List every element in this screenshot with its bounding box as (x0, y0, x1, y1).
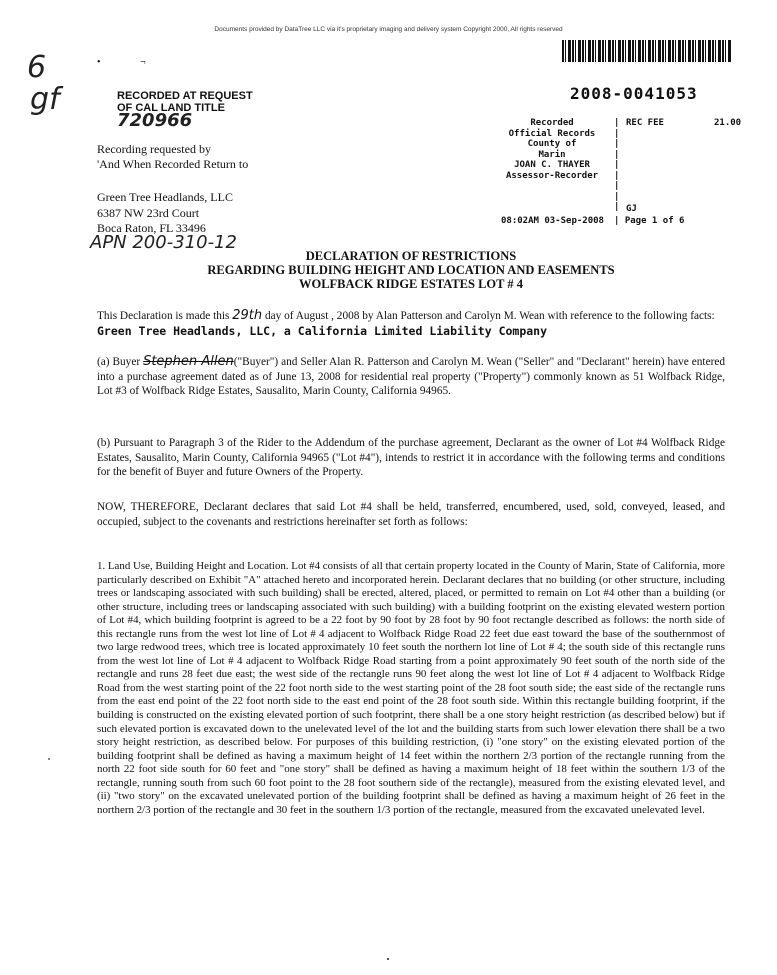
intro-after-day: day of August , 2008 by Alan Patterson and Carolyn M. Wean with reference to the following facts: (264, 310, 715, 322)
stray-dot-mark: • (97, 57, 101, 68)
provider-header-note: Documents provided by DataTree LLC via it's proprietary imaging and delivery system Copyright 2000, All rights reserved (214, 26, 563, 33)
title-line1: DECLARATION OF RESTRICTIONS (305, 249, 517, 263)
recording-requested-line2: 'And When Recorded Return to (97, 157, 249, 171)
recording-requested-line1: Recording requested by (97, 142, 211, 156)
paragraph-b: (b) Pursuant to Paragraph 3 of the Rider to the Addendum of the purchase agreement, Declarant as the owner of Lot #4 Wolfback Ridge Estates, Sausalito, Marin County, California 94965 ("Lot #4"), intends to restrict it in accordance with the following terms and conditions for the benefit of Buyer and future Owners of the Property. (97, 437, 725, 478)
official-records-stamp (496, 118, 608, 181)
rec-fee-label: REC FEE (626, 118, 664, 128)
intro-paragraph (97, 309, 725, 339)
official-line: Official Records (508, 128, 596, 139)
barcode (562, 40, 732, 62)
clerk-initials: GJ (626, 204, 637, 214)
official-line: Marin (538, 149, 566, 160)
official-line: Assessor-Recorder (505, 170, 599, 181)
stamp-divider: | | | | | | | | | (614, 118, 620, 212)
title-line2: REGARDING BUILDING HEIGHT AND LOCATION AND EASEMENTS (207, 263, 615, 277)
return-address-city: Boca Raton, FL 33496 (97, 221, 206, 235)
handwritten-day: 29th (232, 308, 263, 323)
page-indicator-text: Page 1 of 6 (624, 216, 685, 226)
recorded-timestamp: 08:02AM 03-Sep-2008 (501, 216, 604, 226)
document-number: 2008-0041053 (570, 84, 698, 103)
recording-requested-block (97, 142, 248, 172)
official-line: JOAN C. THAYER (514, 160, 590, 170)
recorded-at-request-line2: OF CAL LAND TITLE (117, 102, 225, 114)
return-address-street: 6387 NW 23rd Court (97, 205, 200, 220)
rec-fee-amount: 21.00 (714, 118, 742, 128)
declaration-titles (150, 249, 672, 291)
handwritten-initials: gf (30, 82, 60, 117)
return-address-name: Green Tree Headlands, LLC (97, 190, 233, 204)
paragraph-1-land-use: 1. Land Use, Building Height and Location. Lot #4 consists of all that certain property located in the County of Marin, State of California, more particularly described on Exhibit "A" attached hereto and incorporated herein. Declarant declares that no building (or other structure, including trees or landscaping associated with such building) shall be erected, altered, placed, or permitted to remain on Lot #4 other than a building (or other structure, including trees or landscaping associated with such building) with a building footprint on the existing elevated western portion of Lot #4, which building footprint is agreed to be a 22 foot by 90 foot by 28 foot by 90 foot rectangle described as follows: the north side of this rectangle runs from the west lot line of Lot # 4 adjacent to Wolfback Ridge Road 22 feet due east toward the base of the southernmost of two large redwood trees, which tree is located approximately 10 feet south the northern lot line of Lot # 4; the south side of this rectangle runs from the west lot line of Lot # 4 adjacent to Wolfback Ridge Road starting from a point approximately 90 feet south of the north side of the rectangle and runs 28 feet due east; the west side of the rectangle runs 90 feet along the west lot line of Lot # 4 adjacent to Wolfback Ridge Road from the west starting point of the 22 foot north side to the west starting point of the 28 foot south side; the east side of the rectangle runs from the east end point of the 22 foot north side to the east end point of the 28 foot south side. Within this rectangle building footprint, if the building is constructed on the existing elevated portion of such footprint, there shall be a one story height restriction (as described below) but if such elevated portion is excavated down to the unelevated level of the lot and the building starts from such lower elevation there shall be a two story height restriction, as described below. For purposes of this building restriction, (i) "one story" on the existing elevated portion of the building footprint shall be defined as having a maximum height of 14 feet within the northern 2/3 portion of the rectangle running from the north 22 foot side south for 60 feet and "one story" shall be defined as having a maximum height of 18 feet within the southern 1/3 of the rectangle, running south from such 60 foot point to the 28 foot southern side of the rectangle), measured from the existing elevated level, and (ii) "two story" on the excavated unelevated portion of the building footprint shall be defined as having a maximum height of 26 feet in the northern 2/3 portion of the rectangle and 30 feet in the southern 1/3 portion of the rectangle, measured from the excavated unelevated level. (97, 560, 725, 816)
title-line3: WOLFBACK RIDGE ESTATES LOT # 4 (298, 277, 523, 291)
return-address-block (97, 190, 233, 237)
handwritten-apn: APN 200-310-12 (90, 232, 237, 253)
official-line: County of (527, 139, 577, 149)
paragraph-a (97, 355, 725, 399)
page-indicator: | Page 1 of 6 (614, 216, 685, 226)
recorded-at-request-block (117, 90, 257, 131)
typed-buyer-insert: Green Tree Headlands, LLC, a California Limited Liability Company (97, 323, 548, 338)
scan-speck (48, 758, 50, 760)
scan-speck (387, 958, 389, 960)
official-line: Recorded (530, 118, 574, 128)
intro-before-day: This Declaration is made this (97, 310, 230, 322)
handwritten-struck-buyer: Stephen Allen (143, 354, 234, 369)
stray-dash-mark: ¬ (140, 57, 146, 68)
para-a-before: (a) Buyer (97, 356, 141, 368)
recorded-at-request-line1: RECORDED AT REQUEST (117, 90, 253, 102)
handwritten-order-number: 720966 (117, 110, 193, 131)
handwritten-page-mark: 6 (27, 50, 47, 85)
paragraph-now-therefore: NOW, THEREFORE, Declarant declares that said Lot #4 shall be held, transferred, encumbered, used, sold, conveyed, leased, and occupied, subject to the covenants and restrictions hereinafter set forth as follows: (97, 501, 725, 528)
para-a-after: ("Buyer") and Seller Alan R. Patterson and Carolyn M. Wean ("Seller" and "Declarant" herein) have entered into a purchase agreement dated as of June 13, 2008 for residential real property ("Property") commonly known as 51 Wolfback Ridge, Lot #3 of Wolfback Ridge Estates, Sausalito, Marin County, California 94965. (97, 356, 726, 397)
